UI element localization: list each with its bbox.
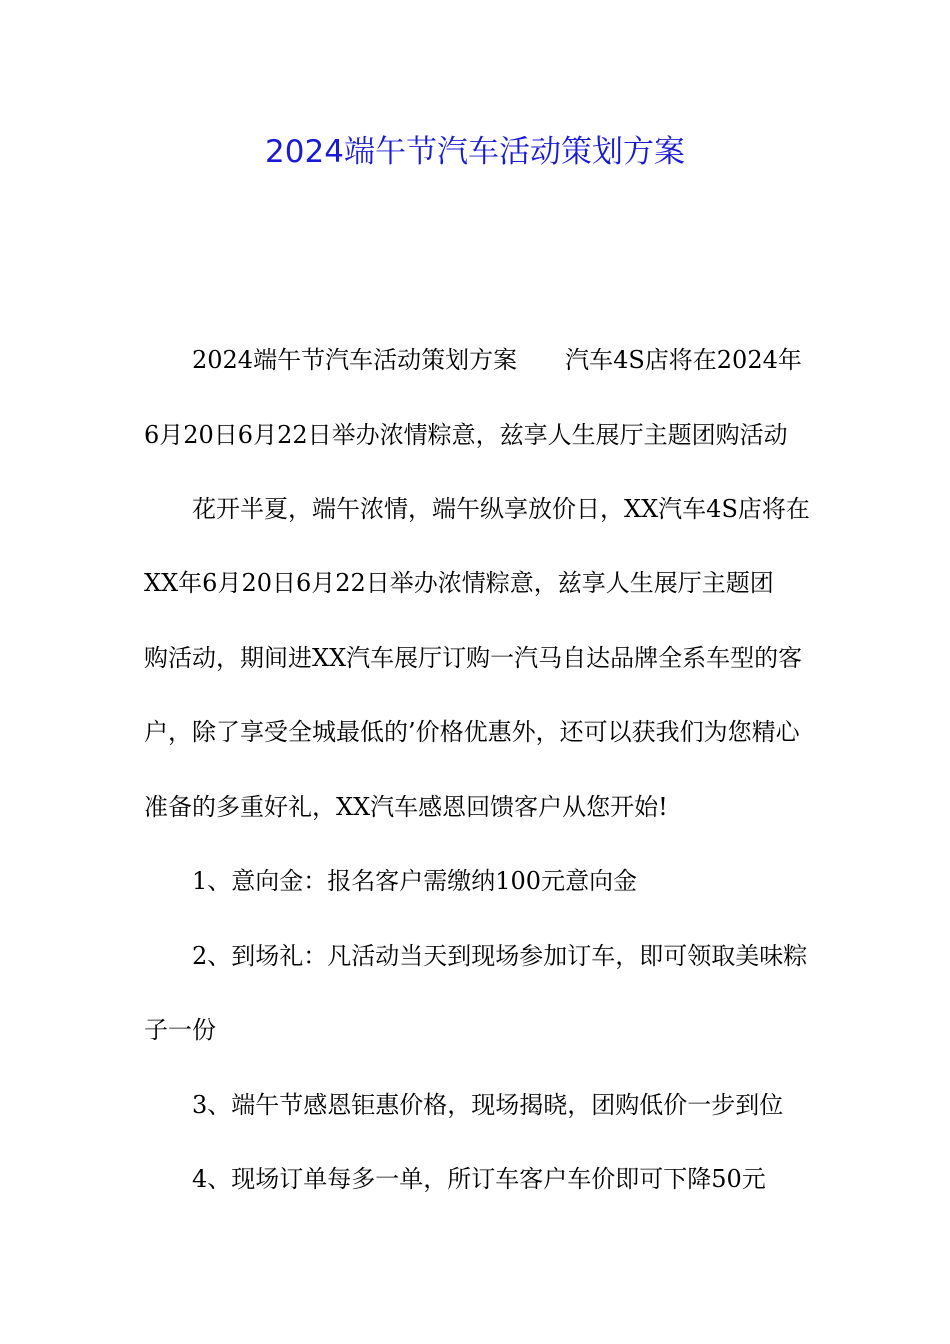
list-item-3: 3、端午节感恩钜惠价格，现场揭晓，团购低价一步到位 [192,1091,784,1119]
paragraph-line-1: 2024端午节汽车活动策划方案 汽车4S店将在2024年 [192,346,802,374]
paragraph-line-6: 户，除了享受全城最低的’价格优惠外，还可以获我们为您精心 [144,718,800,746]
paragraph-line-3: 花开半夏，端午浓情，端午纵享放价日，XX汽车4S店将在 [192,495,810,523]
paragraph-line-5: 购活动，期间进XX汽车展厅订购一汽马自达品牌全系车型的客 [144,644,803,672]
list-item-4: 4、现场订单每多一单，所订车客户车价即可下降50元 [192,1165,766,1193]
document-title: 2024端午节汽车活动策划方案 [265,134,685,170]
list-item-1: 1、意向金：报名客户需缴纳100元意向金 [192,867,638,895]
paragraph-line-2: 6月20日6月22日举办浓情粽意，兹享人生展厅主题团购活动 [144,421,788,449]
list-item-2: 2、到场礼：凡活动当天到现场参加订车，即可领取美味粽 [192,942,808,970]
paragraph-line-4: XX年6月20日6月22日举办浓情粽意，兹享人生展厅主题团 [144,569,774,597]
paragraph-line-7: 准备的多重好礼，XX汽车感恩回馈客户从您开始! [144,793,668,821]
list-item-2-continued: 子一份 [144,1016,216,1044]
